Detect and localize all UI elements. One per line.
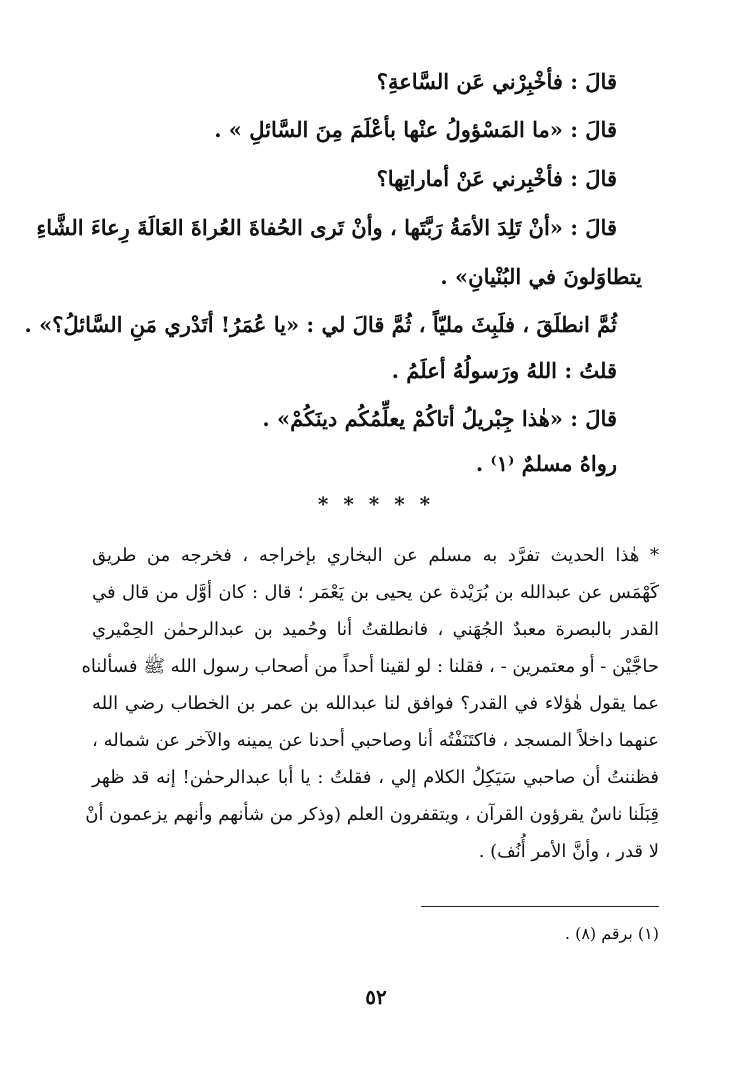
dialogue-line: يتطاوَلونَ في البُنْيانِ» . — [440, 264, 642, 289]
commentary-line: كَهْمَس عن عبدالله بن بُرَيْدة عن يحيى بن يَعْمَر ؛ قال : كان أوَّل من قال في — [92, 582, 659, 603]
dialogue-line: ثُمَّ انطلَقَ ، فلَبِثَ مليّاً ، ثُمَّ قالَ لي : «يا عُمَرُ! أتَدْري مَنِ السَّائلُ؟» . — [24, 312, 617, 337]
commentary-line: لا قدر ، وأنَّ الأمر أُنُف) . — [478, 841, 659, 862]
commentary-line: عما يقول هٰؤلاء في القدر؟ فوافق لنا عبدالله بن عمر بن الخطاب رضي الله — [92, 693, 659, 714]
commentary-line: قِبَلَنا ناسٌ يقرؤون القرآن ، ويتقفرون العلم (وذكر من شأنهم وأنهم يزعمون أنْ — [85, 804, 659, 825]
dialogue-line: قلتُ : اللهُ ورَسولُهُ أعلَمُ . — [391, 358, 617, 383]
dialogue-line: قالَ : «ما المَسْؤولُ عنْها بأعْلَمَ مِنَ السَّائلِ » . — [214, 117, 617, 142]
commentary-line: عنهما داخلاً المسجد ، فاكتَنَفْتُه أنا وصاحبي أحدنا عن يمينه والآخر عن شماله ، — [92, 730, 659, 751]
page-number: ٥٢ — [365, 985, 387, 1009]
footnote-divider — [421, 906, 659, 907]
dialogue-line: رواهُ مسلمٌ ⁽١⁾ . — [475, 451, 617, 476]
dialogue-line: قالَ : فأخْبِرْني عَن السَّاعةِ؟ — [376, 69, 617, 94]
dialogue-line: قالَ : «هٰذا جِبْريلُ أتاكُمْ يعلِّمُكُم دينَكُمْ» . — [262, 406, 617, 431]
dialogue-line: قالَ : «أنْ تَلِدَ الأمَةُ رَبَّتَها ، وأنْ تَرى الحُفاةَ العُراةَ العَالَةَ رِعاءَ الشَّاءِ — [36, 215, 617, 240]
commentary-line: القدر بالبصرة معبدٌ الجُهَني ، فانطلقتُ أنا وحُميد بن عبدالرحمٰن الحِمْيري — [92, 619, 659, 640]
commentary-line: فظننتُ أن صاحبي سَيَكِلُ الكلام إلي ، فقلتُ : يا أبا عبدالرحمٰن! إنه قد ظهر — [92, 767, 659, 788]
section-separator: * * * * * — [317, 492, 435, 516]
commentary-line: * هٰذا الحديث تفرَّد به مسلم عن البخاري بإخراجه ، فخرجه من طريق — [92, 545, 659, 566]
commentary-line: حاجَّيْن - أو معتمرين - ، فقلنا : لو لقينا أحداً من أصحاب رسول الله ﷺ فسألناه — [81, 656, 659, 677]
dialogue-line: قالَ : فأخْبِرني عَنْ أماراتِها؟ — [376, 166, 617, 191]
footnote: (١) برقم (٨) . — [564, 924, 659, 943]
